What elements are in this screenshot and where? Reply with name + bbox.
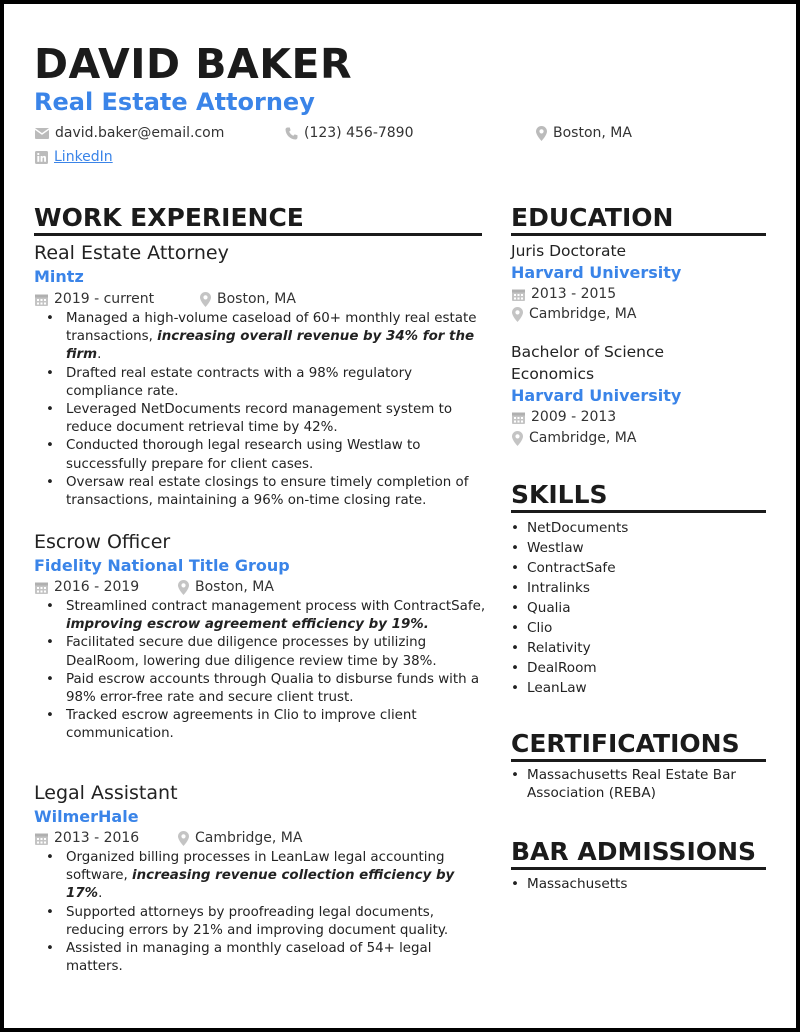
list-item: • DealRoom	[511, 658, 766, 678]
phone-text: (123) 456-7890	[304, 125, 414, 141]
list-item: • Leveraged NetDocuments record management system to reduce document retrieval time by 42%.	[34, 401, 486, 437]
bar-admissions-heading: BAR ADMISSIONS	[511, 837, 766, 870]
certifications-heading: CERTIFICATIONS	[511, 729, 766, 762]
list-item: • Qualia	[511, 598, 766, 618]
list-item: • Paid escrow accounts through Qualia to disburse funds with a 98% error-free rate and secure client trust.	[34, 671, 486, 707]
contact-linkedin	[35, 149, 113, 165]
map-pin-icon	[536, 126, 547, 141]
map-pin-icon	[178, 580, 189, 595]
education-heading: EDUCATION	[511, 203, 766, 236]
job-location: Cambridge, MA	[195, 830, 303, 846]
contact-phone	[285, 125, 414, 141]
company-name: Fidelity National Title Group	[34, 556, 290, 575]
resume-page	[4, 4, 796, 1028]
calendar-icon	[35, 581, 48, 594]
job-dates: 2016 - 2019	[54, 579, 140, 595]
list-item: • LeanLaw	[511, 678, 766, 698]
calendar-icon	[512, 411, 525, 424]
calendar-icon	[512, 288, 525, 301]
job-bullets	[34, 598, 486, 744]
certifications-list	[511, 767, 756, 802]
candidate-title: Real Estate Attorney	[34, 88, 315, 116]
bar-admissions-list	[511, 874, 766, 894]
job-bullets	[34, 310, 486, 510]
email-text: david.baker@email.com	[55, 125, 225, 141]
map-pin-icon	[200, 292, 211, 307]
list-item: • Organized billing processes in LeanLaw legal accounting software, increasing revenue collection efficiency by 17%.	[34, 849, 486, 904]
list-item: • NetDocuments	[511, 518, 766, 538]
skills-heading: SKILLS	[511, 480, 766, 513]
edu-degree: Juris Doctorate	[511, 242, 627, 260]
list-item: • Massachusetts	[511, 874, 766, 894]
list-item: • Clio	[511, 618, 766, 638]
list-item: • ContractSafe	[511, 558, 766, 578]
company-name: Mintz	[34, 267, 84, 286]
location-text: Boston, MA	[553, 125, 632, 141]
contact-email	[35, 125, 224, 141]
list-item: • Massachusetts Real Estate Bar Association (REBA)	[511, 767, 756, 802]
job-dates: 2019 - current	[54, 291, 155, 307]
job-dates: 2013 - 2016	[54, 830, 140, 846]
job-meta	[35, 579, 274, 595]
envelope-icon	[35, 128, 49, 139]
job-location: Boston, MA	[217, 291, 296, 307]
linkedin-icon	[35, 151, 48, 164]
map-pin-icon	[178, 831, 189, 846]
job-bullets	[34, 849, 486, 976]
job-title: Real Estate Attorney	[34, 242, 229, 264]
edu-school: Harvard University	[511, 386, 682, 405]
calendar-icon	[35, 293, 48, 306]
edu-dates: 2013 - 2015	[512, 286, 616, 302]
list-item: • Conducted thorough legal research using Westlaw to successfully prepare for client cases.	[34, 437, 486, 473]
list-item: • Oversaw real estate closings to ensure timely completion of transactions, maintaining a 96% on-time closing rate.	[34, 474, 486, 510]
list-item: • Relativity	[511, 638, 766, 658]
phone-icon	[285, 127, 298, 140]
company-name: WilmerHale	[34, 807, 139, 826]
job-meta	[35, 830, 302, 846]
list-item: • Streamlined contract management process with ContractSafe, improving escrow agreement efficiency by 19%.	[34, 598, 486, 634]
map-pin-icon	[512, 431, 523, 446]
work-experience-heading: WORK EXPERIENCE	[34, 203, 482, 236]
skills-list	[511, 518, 766, 698]
job-meta	[35, 291, 296, 307]
job-location: Boston, MA	[195, 579, 274, 595]
list-item: • Managed a high-volume caseload of 60+ monthly real estate transactions, increasing overall revenue by 34% for the firm.	[34, 310, 486, 365]
list-item: • Tracked escrow agreements in Clio to improve client communication.	[34, 707, 486, 743]
job-title: Escrow Officer	[34, 531, 171, 553]
edu-school: Harvard University	[511, 263, 682, 282]
list-item: • Intralinks	[511, 578, 766, 598]
list-item: • Assisted in managing a monthly caseload of 54+ legal matters.	[34, 940, 486, 976]
list-item: • Supported attorneys by proofreading legal documents, reducing errors by 21% and improving document quality.	[34, 904, 486, 940]
edu-location: Cambridge, MA	[512, 430, 636, 446]
edu-degree: Bachelor of Science Economics	[511, 343, 665, 383]
calendar-icon	[35, 832, 48, 845]
edu-dates: 2009 - 2013	[512, 409, 616, 425]
candidate-name: DAVID BAKER	[34, 40, 353, 88]
edu-location: Cambridge, MA	[512, 306, 636, 322]
list-item: • Westlaw	[511, 538, 766, 558]
job-title: Legal Assistant	[34, 782, 178, 804]
map-pin-icon	[512, 307, 523, 322]
contact-location	[536, 125, 632, 141]
list-item: • Drafted real estate contracts with a 98% regulatory compliance rate.	[34, 365, 486, 401]
list-item: • Facilitated secure due diligence processes by utilizing DealRoom, lowering due diligence review time by 38%.	[34, 634, 486, 670]
linkedin-link[interactable]: LinkedIn	[54, 149, 113, 165]
